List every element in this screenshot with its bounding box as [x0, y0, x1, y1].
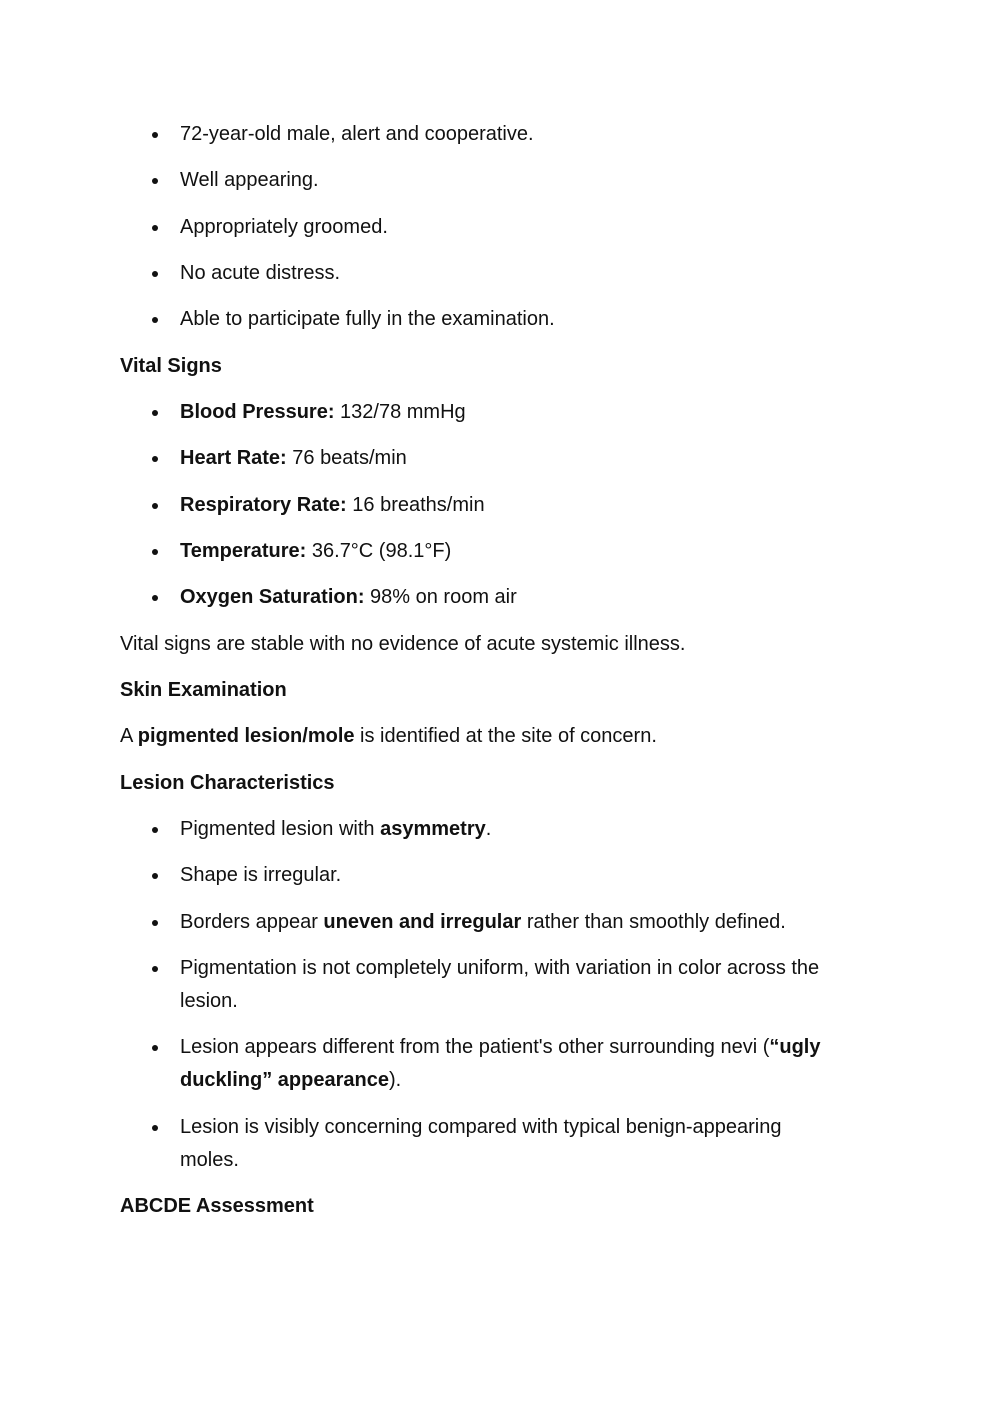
item-text: Borders appear: [180, 911, 324, 933]
item-emphasis: “ugly duckling” appearance: [180, 1036, 821, 1091]
bullet-icon: [152, 1045, 158, 1051]
vital-sign-item: [180, 535, 880, 568]
vital-sign-value: 36.7°C (98.1°F): [306, 540, 452, 562]
list-item-text: Appropriately groomed.: [180, 216, 388, 238]
vital-sign-value: 76 beats/min: [286, 447, 407, 469]
bullet-icon: [152, 225, 158, 231]
list-item-text: Able to participate fully in the examination.: [180, 308, 555, 330]
vital-sign-value: 98% on room air: [364, 586, 517, 608]
bullet-icon: [152, 271, 158, 277]
lesion-item: [180, 813, 880, 846]
vital-sign-item: [180, 396, 880, 429]
item-text: rather than smoothly defined.: [521, 911, 786, 933]
list-item-text: Well appearing.: [180, 169, 319, 191]
sentence-text: A: [120, 725, 138, 747]
vital-sign-label: Heart Rate:: [180, 447, 287, 469]
vital-sign-label: Blood Pressure:: [180, 401, 335, 423]
list-item: [180, 303, 880, 336]
item-text: Pigmented lesion with: [180, 818, 381, 840]
vital-sign-label: Oxygen Saturation:: [180, 586, 365, 608]
section-heading-abcde-assessment: ABCDE Assessment: [120, 1195, 314, 1217]
vital-sign-label: Respiratory Rate:: [180, 494, 347, 516]
bullet-icon: [152, 503, 158, 509]
sentence-text: is identified at the site of concern.: [354, 725, 657, 747]
list-item: [180, 257, 880, 290]
vital-sign-value: 132/78 mmHg: [334, 401, 466, 423]
list-item: [180, 211, 880, 244]
vital-sign-value: 16 breaths/min: [346, 494, 485, 516]
lesion-item: [180, 1111, 835, 1177]
item-text: ).: [388, 1069, 402, 1091]
list-item-text: 72-year-old male, alert and cooperative.: [180, 123, 534, 145]
lesion-item: [180, 906, 880, 939]
list-item: [180, 164, 880, 197]
item-text: Pigmentation is not completely uniform, with variation in color across the lesion.: [180, 957, 820, 1012]
item-text: .: [485, 818, 492, 840]
vital-sign-item: [180, 581, 880, 614]
bullet-icon: [152, 410, 158, 416]
vital-signs-summary: Vital signs are stable with no evidence of acute systemic illness.: [120, 633, 686, 655]
list-item: [180, 118, 880, 151]
bullet-icon: [152, 1125, 158, 1131]
bullet-icon: [152, 827, 158, 833]
item-emphasis: uneven and irregular: [323, 911, 522, 933]
item-emphasis: asymmetry: [380, 818, 486, 840]
bullet-icon: [152, 132, 158, 138]
vital-sign-item: [180, 442, 880, 475]
bullet-icon: [152, 549, 158, 555]
lesion-item: [180, 952, 845, 1018]
skin-exam-sentence: [120, 720, 880, 753]
section-heading-skin-examination: Skin Examination: [120, 679, 287, 701]
sentence-emphasis: pigmented lesion/mole: [137, 725, 355, 747]
bullet-icon: [152, 920, 158, 926]
bullet-icon: [152, 456, 158, 462]
lesion-item: [180, 859, 880, 892]
bullet-icon: [152, 966, 158, 972]
bullet-icon: [152, 873, 158, 879]
bullet-icon: [152, 178, 158, 184]
vital-sign-label: Temperature:: [180, 540, 307, 562]
vital-sign-item: [180, 489, 880, 522]
section-heading-lesion-characteristics: Lesion Characteristics: [120, 772, 335, 794]
item-text: Lesion appears different from the patient's other surrounding nevi (: [180, 1036, 770, 1058]
item-text: Shape is irregular.: [180, 864, 342, 886]
bullet-icon: [152, 595, 158, 601]
item-text: Lesion is visibly concerning compared with typical benign-appearing moles.: [180, 1116, 782, 1171]
list-item-text: No acute distress.: [180, 262, 341, 284]
bullet-icon: [152, 317, 158, 323]
lesion-item: [180, 1031, 875, 1097]
section-heading-vital-signs: Vital Signs: [120, 355, 222, 377]
